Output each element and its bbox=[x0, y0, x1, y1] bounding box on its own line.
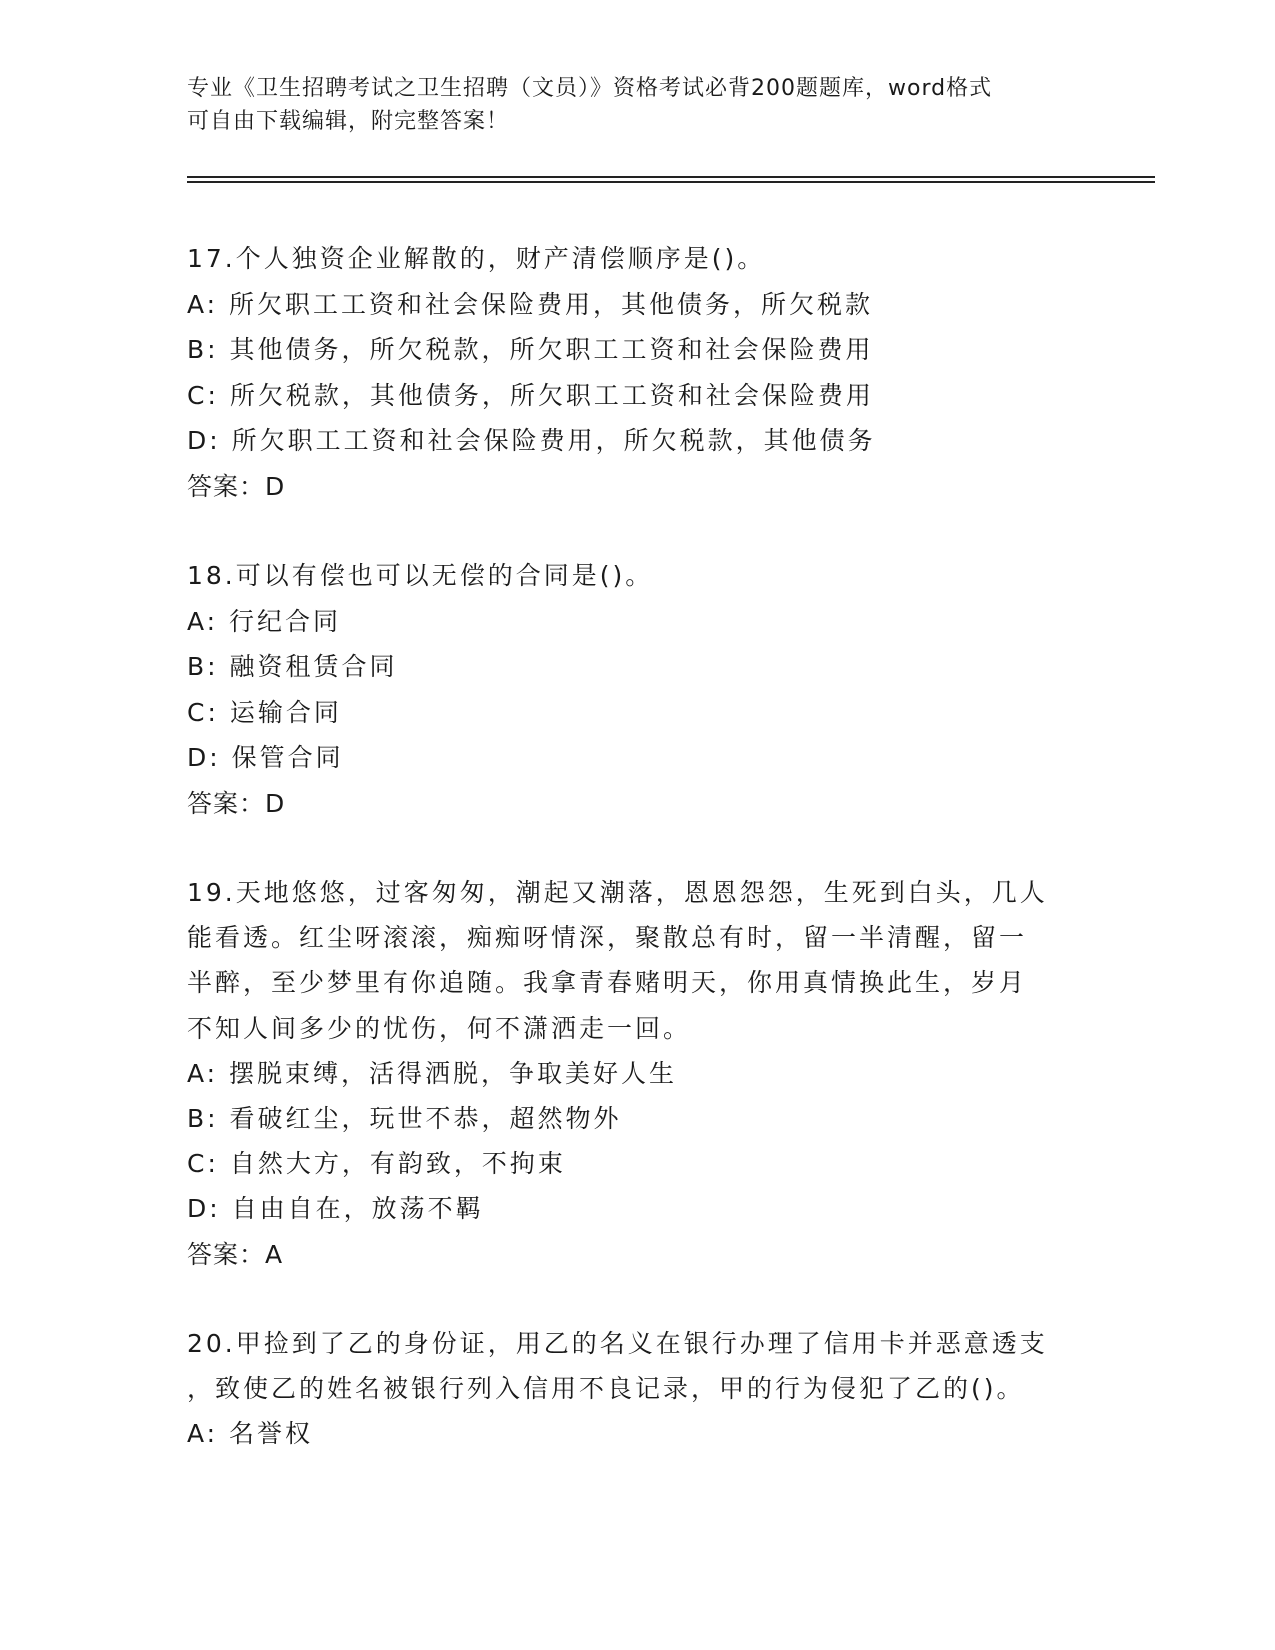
option-b: B: 看破红尘，玩世不恭，超然物外 bbox=[187, 1103, 622, 1133]
option-d: D: 自由自在，放荡不羁 bbox=[187, 1194, 484, 1224]
header-divider-bottom bbox=[187, 181, 1155, 183]
header-divider-top bbox=[187, 176, 1155, 178]
option-d: D: 所欠职工工资和社会保险费用，所欠税款，其他债务 bbox=[187, 426, 876, 455]
option-d: D: 保管合同 bbox=[187, 743, 344, 772]
option-b: B: 其他债务，所欠税款，所欠职工工资和社会保险费用 bbox=[187, 335, 874, 364]
option-c: C: 自然大方，有韵致，不拘束 bbox=[187, 1149, 566, 1179]
question-17 bbox=[187, 236, 1187, 509]
option-c: C: 所欠税款，其他债务，所欠职工工资和社会保险费用 bbox=[187, 380, 874, 410]
answer-label: 答案：A bbox=[187, 1239, 284, 1269]
option-c: C: 运输合同 bbox=[187, 697, 342, 727]
header-line-1: 专业《卫生招聘考试之卫生招聘（文员）》资格考试必背200题题库，word格式 bbox=[187, 76, 993, 101]
question-20 bbox=[187, 1321, 1187, 1457]
header-line-2: 可自由下载编辑，附完整答案！ bbox=[187, 109, 510, 134]
question-stem-line: 20.甲捡到了乙的身份证，用乙的名义在银行办理了信用卡并恶意透支 bbox=[187, 1329, 1048, 1358]
option-a: A: 行纪合同 bbox=[187, 606, 342, 636]
document-header bbox=[187, 72, 1067, 138]
question-stem: 18.可以有偿也可以无偿的合同是()。 bbox=[187, 561, 654, 590]
question-list bbox=[187, 236, 1187, 1501]
option-a: A: 摆脱束缚，活得洒脱，争取美好人生 bbox=[187, 1058, 678, 1088]
question-stem-line: 19.天地悠悠，过客匆匆，潮起又潮落，恩恩怨怨，生死到白头，几人 bbox=[187, 878, 1048, 907]
answer-label: 答案：D bbox=[187, 471, 286, 501]
question-stem-line: 不知人间多少的忧伤，何不潇洒走一回。 bbox=[187, 1013, 692, 1043]
answer-label: 答案：D bbox=[187, 788, 286, 818]
question-19 bbox=[187, 870, 1187, 1277]
option-b: B: 融资租赁合同 bbox=[187, 652, 398, 681]
question-stem: 17.个人独资企业解散的，财产清偿顺序是()。 bbox=[187, 244, 766, 273]
question-18 bbox=[187, 553, 1187, 826]
question-stem-line: 能看透。红尘呀滚滚，痴痴呀情深，聚散总有时，留一半清醒，留一 bbox=[187, 923, 1028, 953]
option-a: A: 名誉权 bbox=[187, 1419, 314, 1449]
option-a: A: 所欠职工工资和社会保险费用，其他债务，所欠税款 bbox=[187, 289, 874, 319]
question-stem-line: ，致使乙的姓名被银行列入信用不良记录，甲的行为侵犯了乙的()。 bbox=[187, 1374, 1025, 1404]
question-stem-line: 半醉，至少梦里有你追随。我拿青春赌明天，你用真情换此生，岁月 bbox=[187, 968, 1028, 998]
